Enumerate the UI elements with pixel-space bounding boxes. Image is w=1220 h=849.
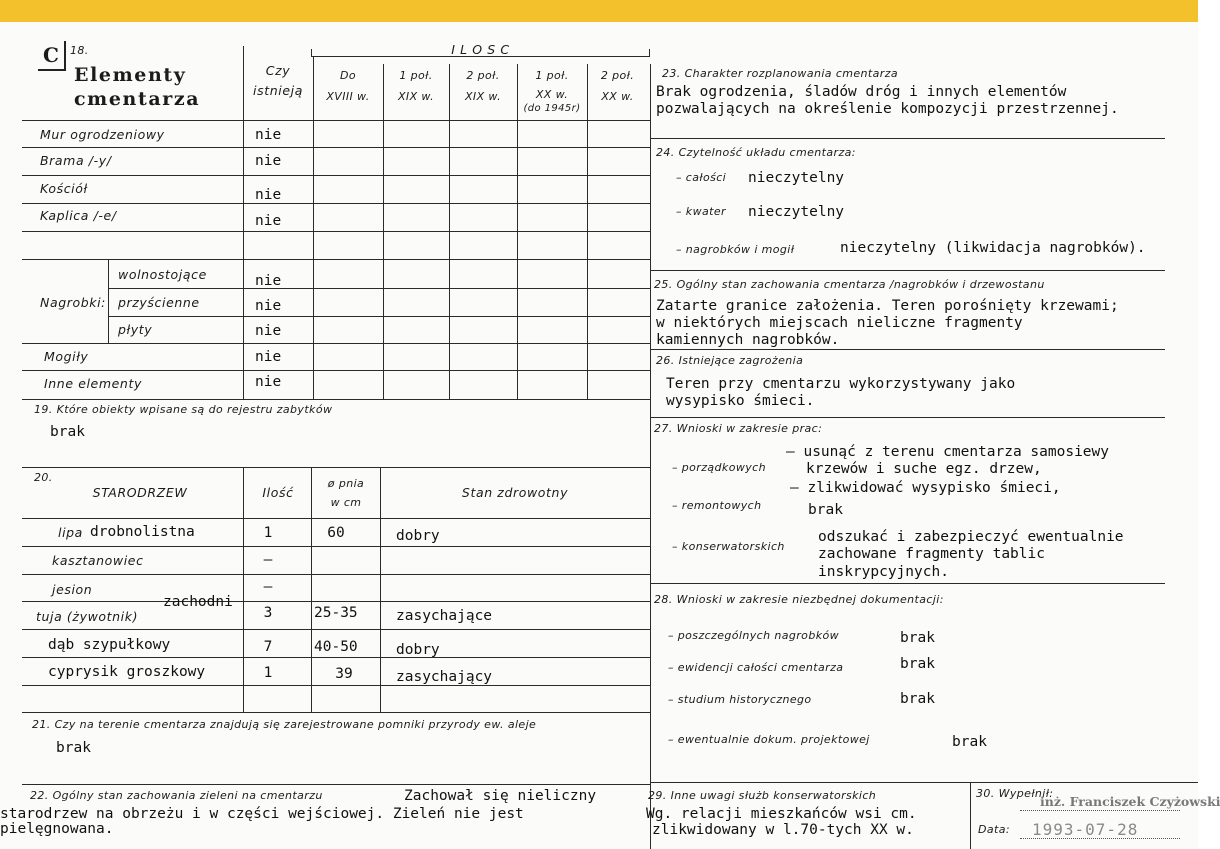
s21-value: brak (56, 740, 91, 756)
rule (587, 64, 588, 399)
s28-v2: brak (900, 656, 935, 672)
label-mogily: Mogiły (44, 349, 89, 364)
header-c4b: XX w. (535, 88, 569, 101)
header-c3a: 2 poł. (466, 69, 500, 82)
rule (22, 574, 650, 575)
s21-label: 21. Czy na terenie cmentarza znajdują się zarejestrowane pomniki przyrody ew. aleje (32, 718, 537, 731)
s26-label: 26. Istniejące zagrożenia (656, 354, 804, 367)
date-stamp: 1993-07-28 (1032, 820, 1139, 839)
rule (650, 349, 1165, 350)
rule (22, 657, 650, 658)
rule (22, 231, 650, 232)
rule (22, 343, 650, 344)
rule (311, 49, 312, 56)
tree-typed-1: drobnolistna (90, 524, 195, 540)
rule (22, 784, 650, 785)
s27-v1b: krzewów i suche egz. drzew, (806, 461, 1042, 477)
label-kaplica: Kaplica /-e/ (40, 208, 117, 223)
tree-typed-5: dąb szypułkowy (48, 637, 171, 653)
rule (449, 64, 450, 399)
rule (970, 782, 971, 849)
rule (517, 64, 518, 399)
s23-value2: pozwalających na określenie kompozycji przestrzennej. (656, 101, 1119, 117)
value-mur: nie (255, 127, 282, 143)
s27-label: 27. Wnioski w zakresie prac: (654, 422, 823, 435)
rule (22, 518, 650, 519)
header-c4a: 1 poł. (535, 69, 569, 82)
s25-v2: w niektórych miejscach nieliczne fragmenty (656, 315, 1023, 331)
s20-h-name: STARODRZEW (92, 485, 188, 500)
value-inne: nie (255, 374, 282, 390)
rule (650, 583, 1165, 584)
s29-v1: Wg. relacji mieszkańców wsi cm. (646, 806, 917, 822)
label-przyscienne: przyścienne (118, 295, 200, 310)
value-plyty: nie (255, 323, 282, 339)
s27-v3b: zachowane fragmenty tablic (818, 546, 1045, 562)
s22-label: 22. Ogólny stan zachowania zieleni na cmentarzu (30, 789, 323, 802)
rule (108, 259, 109, 343)
tree-qty-1: 1 (263, 525, 273, 541)
title-line1: Elementy (74, 64, 187, 86)
s28-l1: – poszczególnych nagrobków (668, 629, 839, 642)
s25-v1: Zatarte granice założenia. Teren porośnięty krzewami; (656, 298, 1119, 314)
label-mur: Mur ogrodzeniowy (40, 127, 165, 142)
label-kosciol: Kościół (40, 181, 88, 196)
tree-diam-1: 60 (327, 525, 345, 541)
tree-diam-6: 39 (335, 666, 353, 682)
s24-l3: – nagrobków i mogił (676, 243, 795, 256)
value-kosciol: nie (255, 187, 282, 203)
s29-v2: zlikwidowany w l.70-tych XX w. (652, 822, 914, 838)
header-c2b: XIX w. (397, 90, 434, 103)
s26-v2: wysypisko śmieci. (666, 393, 815, 409)
rule (22, 685, 650, 686)
header-istnieja: istnieją (253, 83, 303, 98)
s24-v2: nieczytelny (748, 204, 845, 220)
s27-v3a: odszukać i zabezpieczyć ewentualnie (818, 529, 1124, 545)
rule (22, 467, 650, 468)
s27-v1c: – zlikwidować wysypisko śmieci, (790, 480, 1061, 496)
label-wolnostojace: wolnostojące (118, 267, 207, 282)
rule (22, 399, 650, 400)
s29-label: 29. Inne uwagi służb konserwatorskich (648, 789, 877, 802)
rule (22, 629, 650, 630)
tree-name-2: kasztanowiec (52, 553, 144, 568)
s24-l2: – kwater (676, 205, 726, 218)
tree-state-5: dobry (396, 642, 440, 658)
s23-value1: Brak ogrodzenia, śladów dróg i innych elementów (656, 84, 1067, 100)
rule (108, 288, 650, 289)
header-c1a: Do (339, 69, 356, 82)
rule (243, 46, 244, 399)
label-inne: Inne elementy (44, 376, 142, 391)
s20-h-diam1: ø pnia (327, 477, 365, 490)
s28-label: 28. Wnioski w zakresie niezbędnej dokumentacji: (654, 593, 944, 606)
s25-label: 25. Ogólny stan zachowania cmentarza /nagrobków i drzewostanu (654, 278, 1045, 291)
value-przyscienne: nie (255, 298, 282, 314)
date-line (1020, 838, 1180, 839)
s27-l1: – porządkowych (672, 461, 766, 474)
s19-label: 19. Które obiekty wpisane są do rejestru zabytków (34, 403, 333, 416)
tree-name-1: lipa (58, 525, 83, 540)
tree-typed-4: zachodni (163, 594, 233, 610)
header-czy: Czy (265, 63, 291, 78)
s20-h-qty: Ilość (262, 485, 294, 500)
rule (650, 782, 1198, 783)
yellow-edge (0, 0, 1198, 22)
rule (22, 546, 650, 547)
tree-qty-5: 7 (263, 639, 273, 655)
rule (22, 203, 650, 204)
value-brama: nie (255, 153, 282, 169)
signature-stamp: inż. Franciszek Czyżowski (1040, 794, 1220, 809)
column-divider (650, 64, 651, 849)
rule (22, 259, 650, 260)
s28-l4: – ewentualnie dokum. projektowej (668, 733, 870, 746)
s28-v3: brak (900, 691, 935, 707)
s27-v1a: – usunąć z terenu cmentarza samosiewy (786, 444, 1110, 460)
s22-value2: starodrzew na obrzeżu i w części wejściowej. Zieleń nie jest (0, 806, 524, 822)
tree-qty-4: 3 (263, 605, 273, 621)
tree-diam-4: 25-35 (314, 605, 358, 621)
section-letter: C (38, 41, 66, 71)
rule (380, 467, 381, 712)
value-wolnostojace: nie (255, 273, 282, 289)
rule (22, 370, 650, 371)
rule (313, 56, 314, 399)
tree-name-3: jesion (52, 582, 93, 597)
s23-label: 23. Charakter rozplanowania cmentarza (662, 67, 899, 80)
s30-label: 30. Wypełnił: (976, 787, 1054, 800)
header-c5b: XX w. (601, 90, 634, 103)
value-mogily: nie (255, 349, 282, 365)
s22-value1: Zachował się nieliczny (404, 788, 597, 804)
s24-l1: – całości (676, 171, 727, 184)
section-number: 18. (70, 44, 89, 57)
rule (22, 712, 650, 713)
value-kaplica: nie (255, 213, 282, 229)
tree-name-4: tuja (żywotnik) (36, 609, 139, 624)
header-c1b: XVIII w. (326, 90, 370, 103)
rule (650, 138, 1165, 139)
rule (383, 64, 384, 399)
rule (22, 601, 650, 602)
tree-typed-6: cyprysik groszkowy (48, 664, 206, 680)
header-c3b: XIX w. (464, 90, 501, 103)
header-c2a: 1 poł. (399, 69, 433, 82)
s28-v1: brak (900, 630, 935, 646)
s19-value: brak (50, 424, 85, 440)
s27-l3: – konserwatorskich (672, 540, 785, 553)
s22-value3: pielęgnowana. (0, 821, 114, 837)
tree-qty-3: – (263, 579, 273, 595)
header-c5a: 2 poł. (600, 69, 635, 82)
tree-qty-6: 1 (263, 665, 273, 681)
s28-v4: brak (952, 734, 987, 750)
s20-h-diam2: w cm (330, 496, 362, 509)
s24-v1: nieczytelny (748, 170, 845, 186)
label-nagrobki: Nagrobki: (40, 295, 106, 310)
label-brama: Brama /-y/ (40, 153, 112, 168)
rule (311, 56, 650, 57)
s27-v3c: inskrypcyjnych. (818, 564, 949, 580)
tree-state-6: zasychający (396, 669, 493, 685)
rule (650, 270, 1165, 271)
rule (22, 147, 650, 148)
rule (22, 120, 650, 121)
s20-num: 20. (34, 471, 53, 484)
tree-diam-5: 40-50 (314, 639, 358, 655)
s28-l3: – studium historycznego (668, 693, 812, 706)
s26-v1: Teren przy cmentarzu wykorzystywany jako (666, 376, 1016, 392)
tree-qty-2: – (263, 552, 273, 568)
tree-state-4: zasychające (396, 608, 493, 624)
s27-l2: – remontowych (672, 499, 762, 512)
s27-v2: brak (808, 502, 843, 518)
s25-v3: kamiennych nagrobków. (656, 332, 840, 348)
s28-l2: – ewidencji całości cmentarza (668, 661, 844, 674)
rule (22, 175, 650, 176)
tree-state-1: dobry (396, 528, 440, 544)
s24-label: 24. Czytelność układu cmentarza: (656, 146, 856, 159)
label-plyty: płyty (118, 322, 153, 337)
s24-v3: nieczytelny (likwidacja nagrobków). (840, 240, 1146, 256)
header-c4c: (do 1945r) (523, 103, 581, 114)
rule (649, 49, 650, 56)
s30-date-label: Data: (978, 823, 1010, 836)
signature-line (1020, 810, 1180, 811)
title-line2: cmentarza (74, 88, 201, 110)
rule (108, 316, 650, 317)
rule (650, 417, 1165, 418)
s20-h-state: Stan zdrowotny (461, 485, 569, 500)
header-ilosc: I L O S C (451, 42, 510, 57)
